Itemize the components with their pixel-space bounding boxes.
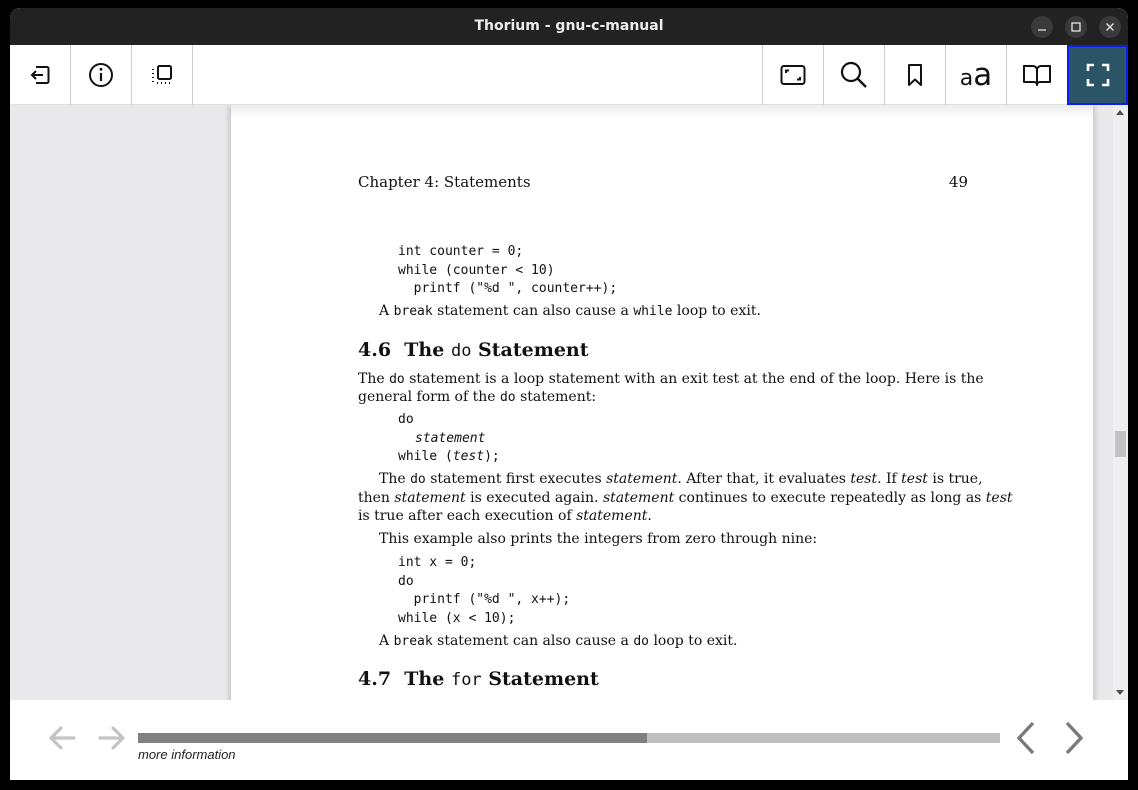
paragraph-break-while: A break statement can also cause a while loop to exit. <box>379 303 761 319</box>
window-title: Thorium - gnu-c-manual <box>474 18 664 34</box>
vertical-scrollbar[interactable] <box>1113 105 1128 700</box>
code-line: statement <box>415 431 486 446</box>
minimize-button[interactable] <box>1031 16 1053 38</box>
reading-progress-fill <box>138 733 647 743</box>
page-top-shadow <box>231 105 1093 119</box>
open-book-icon <box>1021 61 1053 89</box>
search-button[interactable] <box>823 45 884 105</box>
code-line: int x = 0; <box>398 555 477 570</box>
toc-icon <box>149 62 175 88</box>
reading-progress-bar[interactable] <box>138 733 1000 743</box>
code-line: int counter = 0; <box>398 244 524 259</box>
chevron-left-icon <box>1014 720 1038 756</box>
minimize-icon <box>1031 16 1053 38</box>
table-of-contents-button[interactable] <box>132 45 193 105</box>
reading-mode-button[interactable] <box>1006 45 1067 105</box>
code-line: while (counter < 10) <box>398 263 555 278</box>
code-line: do <box>398 412 414 427</box>
reader-footer <box>10 700 1128 780</box>
code-line: do <box>398 574 414 589</box>
back-to-library-button[interactable] <box>10 45 71 105</box>
search-icon <box>838 59 870 91</box>
exit-icon <box>27 62 53 88</box>
fit-page-button[interactable] <box>762 45 823 105</box>
paragraph-do-intro-line2: general form of the do statement: <box>358 389 597 405</box>
bookmark-icon <box>903 62 927 88</box>
maximize-icon <box>1065 16 1087 38</box>
title-bar <box>10 8 1128 45</box>
close-icon <box>1099 16 1121 38</box>
running-header-chapter: Chapter 4: Statements <box>358 173 531 191</box>
maximize-button[interactable] <box>1065 16 1087 38</box>
arrow-left-icon <box>46 724 78 752</box>
history-forward-button[interactable] <box>94 720 130 756</box>
arrow-right-icon <box>96 724 128 752</box>
more-information-link[interactable]: more information <box>138 747 236 762</box>
paragraph-do-intro: The do statement is a loop statement with an exit test at the end of the loop. Here is the <box>358 371 984 387</box>
paragraph-example: This example also prints the integers from zero through nine: <box>379 531 818 547</box>
code-line: printf ("%d ", counter++); <box>398 281 618 296</box>
paragraph-do-exec-line3: is true after each execution of statement. <box>358 508 652 524</box>
text-settings-button[interactable] <box>945 45 1006 105</box>
scroll-down-arrow-icon[interactable] <box>1116 690 1124 695</box>
scrollbar-thumb[interactable] <box>1115 431 1126 457</box>
bookmark-button[interactable] <box>884 45 945 105</box>
page-number: 49 <box>948 173 968 191</box>
paragraph-do-exec-line2: then statement is executed again. statement continues to execute repeatedly as long as test <box>358 490 1013 506</box>
fit-screen-icon <box>779 62 807 88</box>
history-back-button[interactable] <box>44 720 80 756</box>
chevron-right-icon <box>1062 720 1086 756</box>
paragraph-break-do: A break statement can also cause a do loop to exit. <box>379 633 738 649</box>
fullscreen-icon <box>1085 62 1111 88</box>
app-window <box>10 8 1128 780</box>
paragraph-do-exec-line1: The do statement first executes statement. After that, it evaluates test. If test is true, <box>379 471 983 487</box>
reader-viewport <box>10 105 1128 700</box>
info-icon <box>87 61 115 89</box>
code-line: while (x < 10); <box>398 611 516 626</box>
close-button[interactable] <box>1099 16 1121 38</box>
fullscreen-button[interactable] <box>1067 45 1128 105</box>
code-line: printf ("%d ", x++); <box>398 592 571 607</box>
font-size-icon: aa <box>959 56 993 93</box>
info-button[interactable] <box>71 45 132 105</box>
section-heading-4-6: 4.6 The do Statement <box>358 339 589 361</box>
section-heading-4-7: 4.7 The for Statement <box>358 668 599 690</box>
code-line: while (test); <box>398 449 500 464</box>
reader-toolbar <box>10 45 1128 105</box>
document-page <box>231 105 1093 700</box>
scroll-up-arrow-icon[interactable] <box>1116 110 1124 115</box>
next-page-button[interactable] <box>1058 720 1090 756</box>
previous-page-button[interactable] <box>1010 720 1042 756</box>
